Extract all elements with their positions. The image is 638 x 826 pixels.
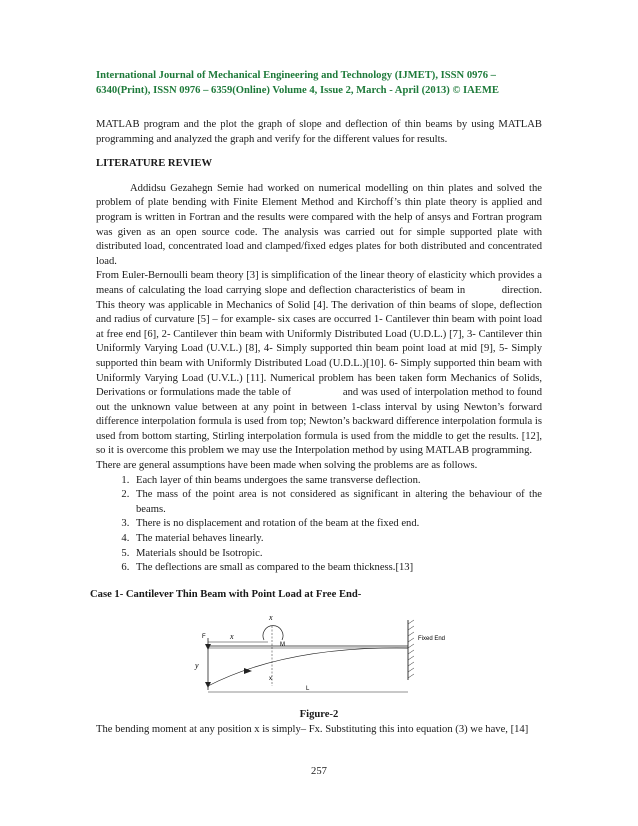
intro-paragraph: MATLAB program and the plot the graph of slope and deflection of thin beams by using MATLAB programming and analyzed the graph and verify for the different values for results. [96, 119, 542, 145]
list-item: 3. There is no displacement and rotation of the beam at the fixed end. [132, 517, 542, 532]
case-heading: Case 1- Cantilever Thin Beam with Point Load at Free End- [90, 588, 362, 600]
fixed-support-hatch [408, 620, 414, 678]
label-L: L [306, 686, 310, 693]
paragraph-2: From Euler-Bernoulli beam theory [3] is simplification of the linear theory of elasticity which provides a means of calculating the load carrying slope and deflection characteristics of beam in direction. This theory was applicable in Mechanics of Solid [4]. The derivation of thin beams of slope, deflection and radius of curvature [5] – for example- six cases are occurred 1- Cantilever thin beam with point load at free end [6], 2- Cantilever thin beam with Uniformly Distributed Load (U.D.L.) [7], 3- Cantilever thin Uniformly Varying Load (U.V.L.) [8], 4- Simply supported thin beam point load at mid [9], 5- Simply supported thin beam with Uniformly Distributed Load (U.D.L.)[10]. 6- Simply supported thin beam with Uniformly Varying Load (U.V.L.) [11]. Numerical problem has been taken form Mechanics of Solids, Derivations or formulations made the table of and was used of interpolation method to found out the unknown value between at any point in between 1-class interval by using Newton’s forward difference interpolation formula is used from top; Newton’s backward difference interpolation formula is used from bottom starting, Stirling interpolation formula is used from the middle to get the results. [12], so it is overcome this problem we may use the Interpolation method by using MATLAB programming. [96, 270, 545, 457]
paragraph-1: Addidsu Gezahegn Semie had worked on numerical modelling on thin plates and solved the problem of plate bending with Finite Element Method and Kirchoff’s thin plate theory is applied and program is written in Fortran and the results were compared with the help of ansys and Fortran program was given as an open source code. The analysis was carried out for simple supported plate with distributed load, concentrated load and clamped/fixed edges plates for both distributed and concentrated load. [96, 182, 542, 267]
label-fixed-end: Fixed End [418, 636, 446, 643]
closing-paragraph: The bending moment at any position x is simply– Fx. Substituting this into equation (3) we have, [14] [96, 724, 529, 735]
label-x-span: x [230, 632, 234, 642]
journal-header [96, 68, 556, 98]
beam-figure [96, 608, 542, 708]
label-x-bottom: x [269, 676, 272, 683]
label-x-top: x [269, 613, 273, 623]
header-line-1: International Journal of Mechanical Engineering and Technology (IJMET), ISSN 0976 – [96, 70, 496, 81]
list-item: 4. The material behaves linearly. [132, 532, 542, 547]
cantilever-beam-diagram [96, 608, 542, 708]
load-arrowhead [205, 644, 211, 650]
label-F: F [202, 634, 206, 641]
header-line-2: 6340(Print), ISSN 0976 – 6359(Online) Volume 4, Issue 2, March - April (2013) © IAEME [96, 85, 499, 96]
label-M: M [280, 642, 285, 649]
list-item: 2. The mass of the point area is not considered as significant in altering the behaviour of the beams. [132, 488, 542, 517]
paragraph-3: There are general assumptions have been made when solving the problems are as follows. [96, 460, 478, 472]
list-item: 1. Each layer of thin beams undergoes the same transverse deflection. [132, 474, 542, 489]
figure-caption: Figure-2 [299, 709, 339, 721]
label-y: y [195, 661, 199, 671]
assumptions-list [96, 474, 542, 576]
page-number: 257 [311, 766, 327, 777]
article-body [90, 118, 545, 738]
moment-arc [263, 626, 283, 640]
list-item: 6. The deflections are small as compared to the beam thickness.[13] [132, 561, 542, 576]
section-heading: LITERATURE REVIEW [96, 158, 213, 170]
deflection-curve [208, 648, 408, 686]
list-item: 5. Materials should be Isotropic. [132, 547, 542, 562]
